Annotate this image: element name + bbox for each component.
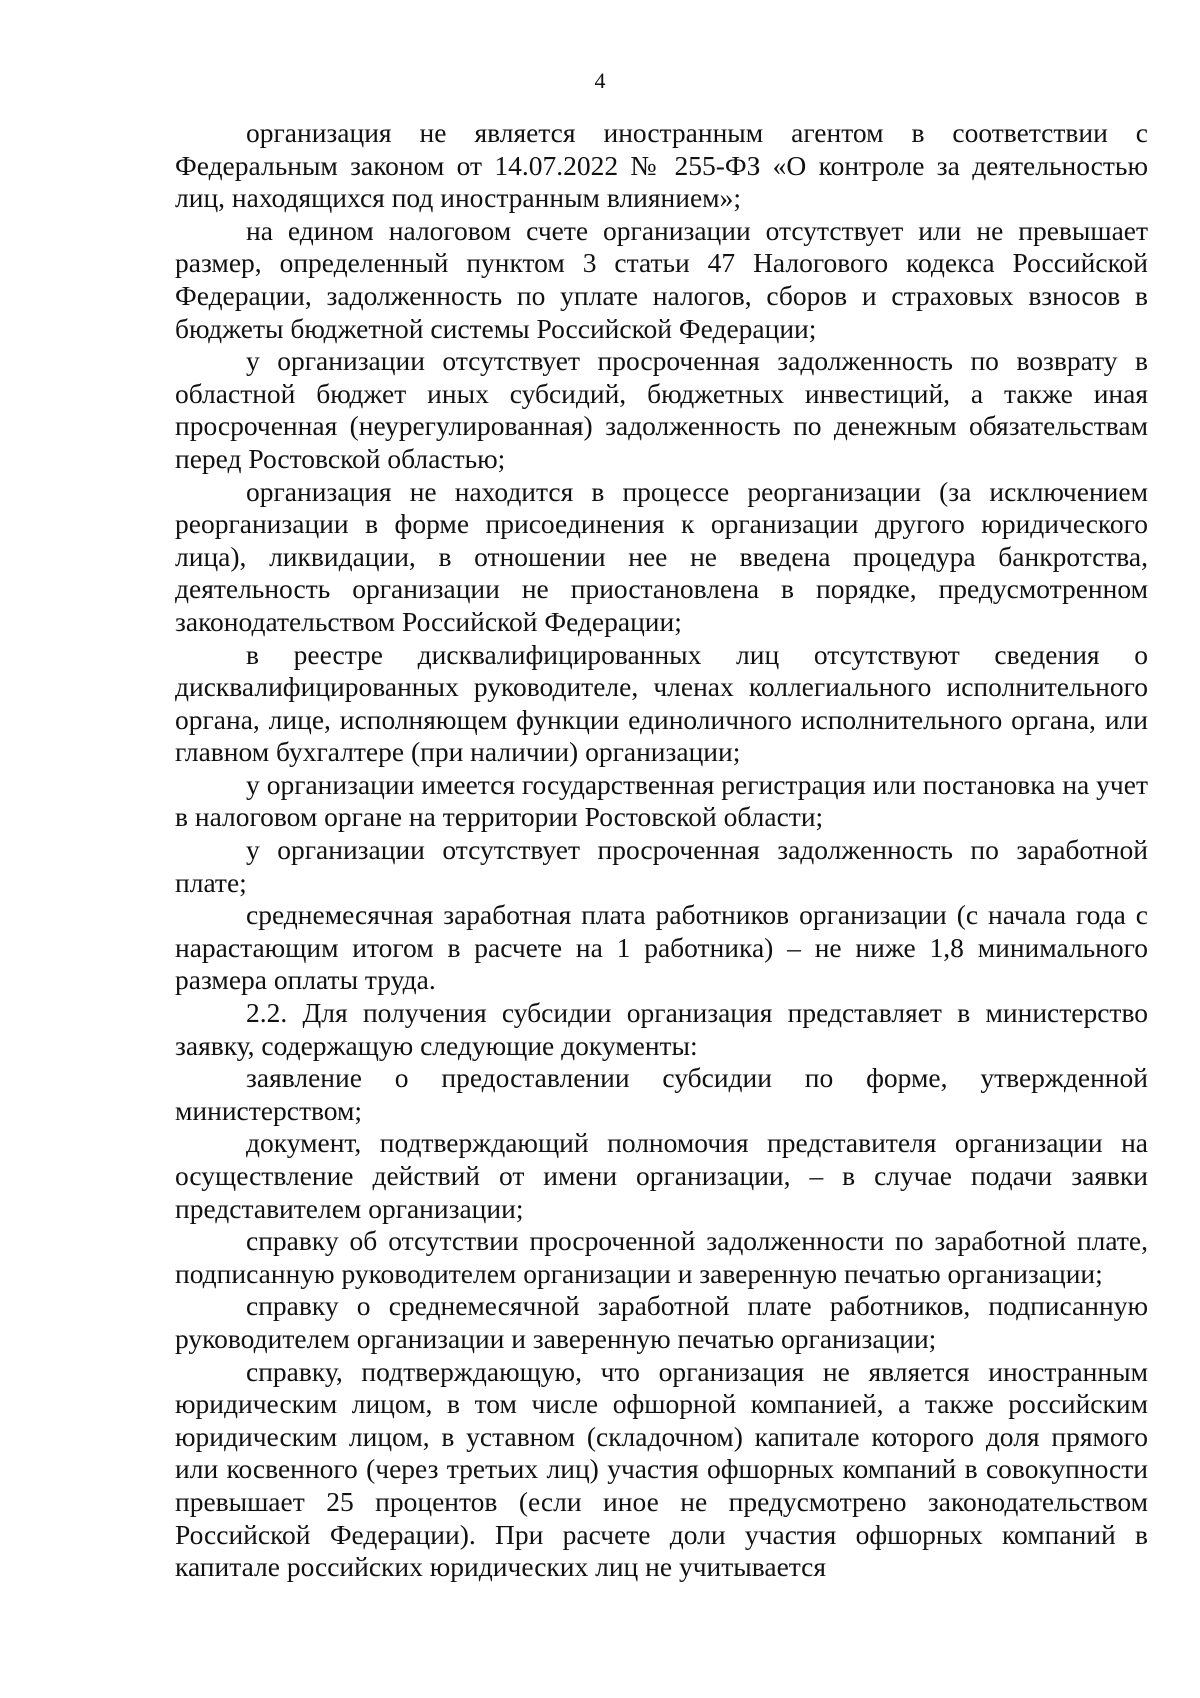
paragraph-foreign-agent: организация не является иностранным агентом в соответствии с Федеральным законом от 14.07.2022 № 255-ФЗ «О контроле за деятельностью лиц, находящихся под иностранным влиянием»; xyxy=(175,117,1148,214)
paragraph-state-registration: у организации имеется государственная регистрация или постановка на учет в налоговом органе на территории Ростовской области; xyxy=(175,768,1148,833)
paragraph-authority-document: документ, подтверждающий полномочия представителя организации на осуществление действий от имени организации, – в случае подачи заявки представителем организации; xyxy=(175,1127,1148,1224)
paragraph-reorganization: организация не находится в процессе реорганизации (за исключением реорганизации в форме присоединения к организации другого юридического лица), ликвидации, в отношении нее не введена процедура банкротства, деятельность организации не приостановлена в порядке, предусмотренном законодательством Российской Федерации; xyxy=(175,475,1148,637)
paragraph-tax-account: на едином налоговом счете организации отсутствует или не превышает размер, определенный пунктом 3 статьи 47 Налогового кодекса Российской Федерации, задолженность по уплате налогов, сборов и страховых взносов в бюджеты бюджетной системы Российской Федерации; xyxy=(175,214,1148,344)
paragraph-average-salary-certificate: справку о среднемесячной заработной плате работников, подписанную руководителем организации и заверенную печатью организации; xyxy=(175,1290,1148,1354)
paragraph-average-salary: среднемесячная заработная плата работников организации (с начала года с нарастающим итогом в расчете на 1 работника) – не ниже 1,8 минимального размера оплаты труда. xyxy=(175,899,1148,996)
paragraph-offshore-certificate: справку, подтверждающую, что организация не является иностранным юридическим лицом, в том числе офшорной компанией, а также российским юридическим лицом, в уставном (складочном) капитале которого доля прямого или косвенного (через третьих лиц) участия офшорных компаний в совокупности превышает 25 процентов (если иное не предусмотрено законодательством Российской Федерации). При расчете доли участия офшорных компаний в капитале российских юридических лиц не учитывается xyxy=(175,1355,1148,1583)
paragraph-overdue-debt: у организации отсутствует просроченная задолженность по возврату в областной бюджет иных субсидий, бюджетных инвестиций, а также иная просроченная (неурегулированная) задолженность по денежным обязательствам перед Ростовской областью; xyxy=(175,345,1148,474)
page-number: 4 xyxy=(594,68,606,93)
document-body xyxy=(175,117,1148,1584)
paragraph-disqualified-registry: в реестре дисквалифицированных лиц отсутствуют сведения о дисквалифицированных руководителе, членах коллегиального исполнительного органа, лице, исполняющем функции единоличного исполнительного органа, или главном бухгалтере (при наличии) организации; xyxy=(175,638,1148,768)
paragraph-salary-debt: у организации отсутствует просроченная задолженность по заработной плате; xyxy=(175,834,1148,898)
paragraph-section-2-2: 2.2. Для получения субсидии организация представляет в министерство заявку, содержащую следующие документы: xyxy=(175,997,1148,1061)
paragraph-salary-debt-certificate: справку об отсутствии просроченной задолженности по заработной плате, подписанную руководителем организации и заверенную печатью организации; xyxy=(175,1225,1148,1289)
paragraph-application: заявление о предоставлении субсидии по форме, утвержденной министерством; xyxy=(175,1062,1148,1126)
